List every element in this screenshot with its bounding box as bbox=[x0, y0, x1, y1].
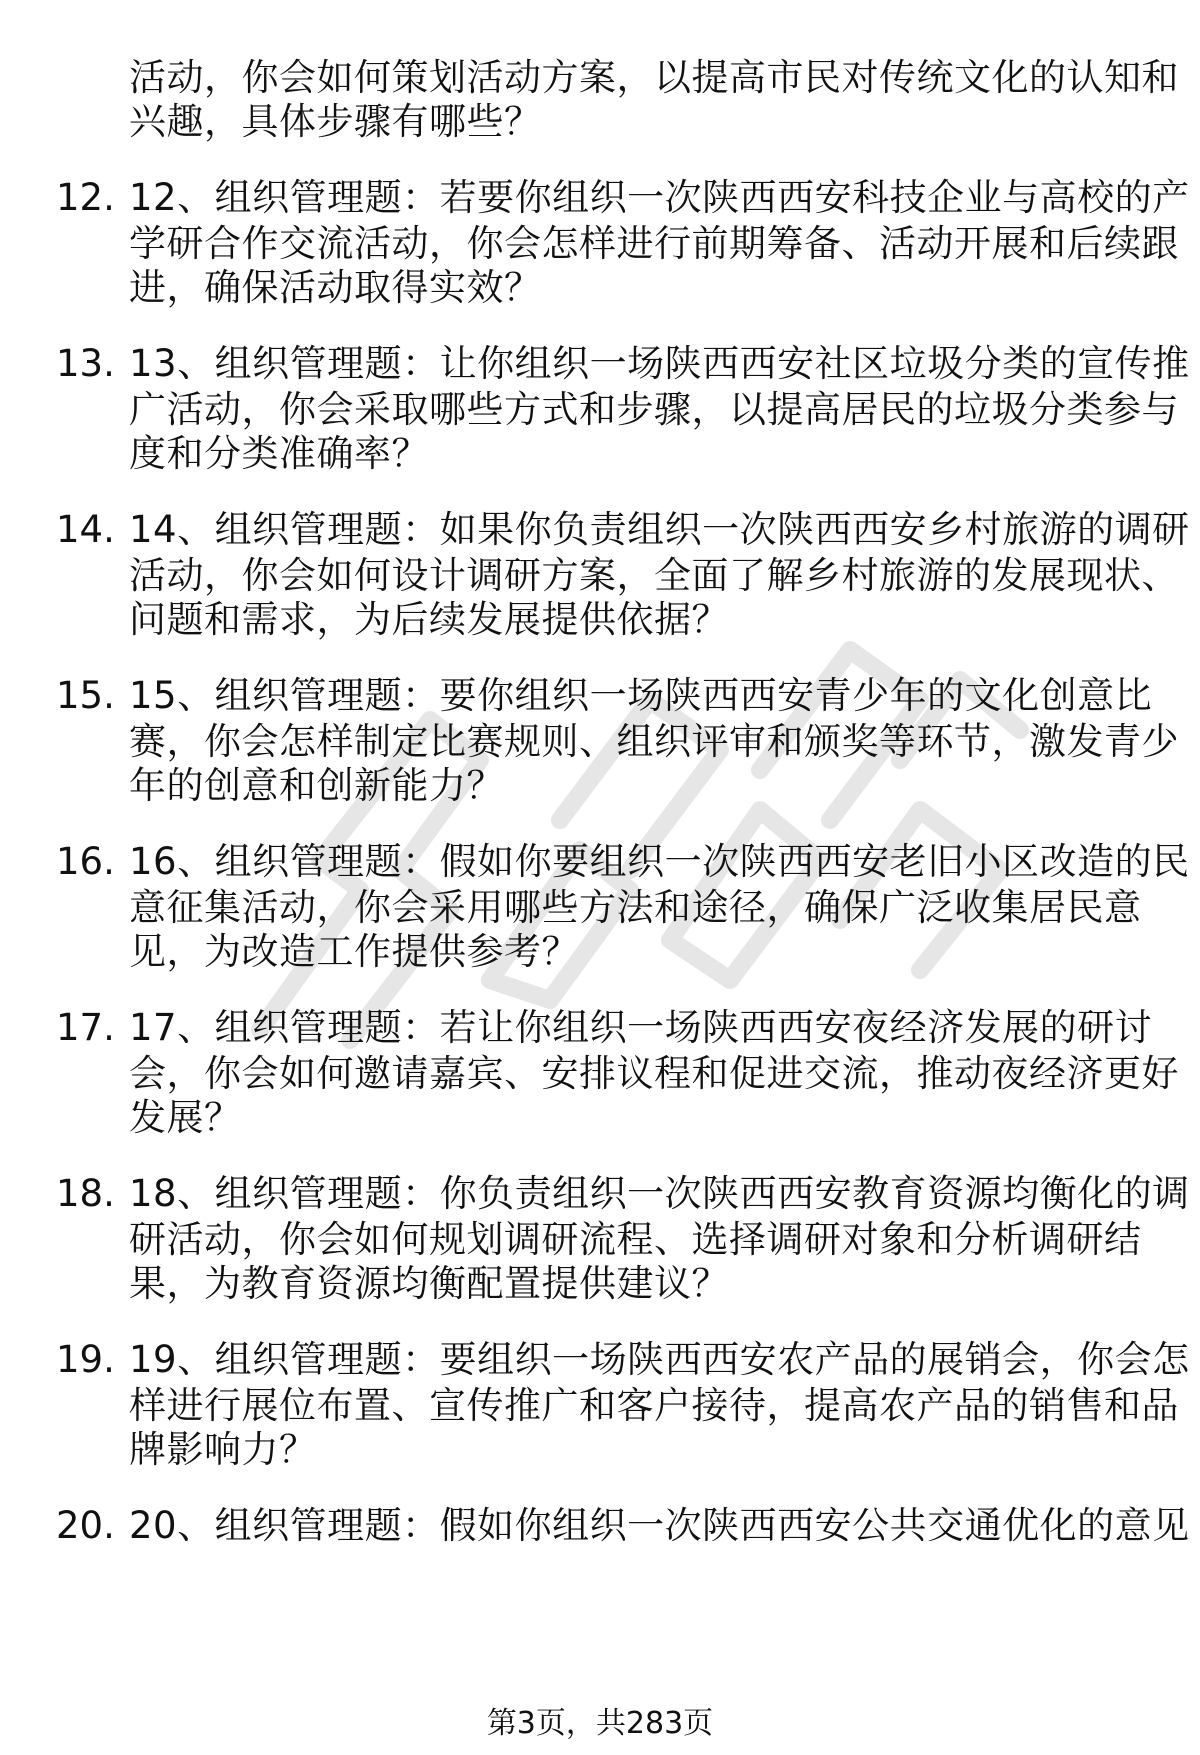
question-line: 15、组织管理题：要你组织一场陕西西安青少年的文化创意比 bbox=[129, 674, 1153, 717]
question-number: 18. bbox=[56, 1172, 115, 1215]
question-number: 19. bbox=[56, 1338, 115, 1381]
question-line: 14、组织管理题：如果你负责组织一次陕西西安乡村旅游的调研 bbox=[129, 508, 1190, 551]
question-line: 16、组织管理题：假如你要组织一次陕西西安老旧小区改造的民 bbox=[129, 840, 1190, 883]
question-line: 赛，你会怎样制定比赛规则、组织评审和颁奖等环节，激发青少 bbox=[129, 720, 1179, 763]
question-line: 学研合作交流活动，你会怎样进行前期筹备、活动开展和后续跟 bbox=[129, 222, 1179, 265]
intro-line: 活动，你会如何策划活动方案，以提高市民对传统文化的认知和 bbox=[129, 56, 1179, 99]
question-line: 发展？ bbox=[129, 1096, 242, 1139]
question-line: 活动，你会如何设计调研方案，全面了解乡村旅游的发展现状、 bbox=[129, 554, 1179, 597]
question-line: 样进行展位布置、宣传推广和客户接待，提高农产品的销售和品 bbox=[129, 1384, 1179, 1427]
question-line: 研活动，你会如何规划调研流程、选择调研对象和分析调研结 bbox=[129, 1218, 1142, 1261]
question-line: 19、组织管理题：要组织一场陕西西安农产品的展销会，你会怎 bbox=[129, 1338, 1190, 1381]
question-line: 果，为教育资源均衡配置提供建议？ bbox=[129, 1262, 729, 1305]
question-number: 12. bbox=[56, 176, 115, 219]
question-number: 14. bbox=[56, 508, 115, 551]
question-line: 度和分类准确率？ bbox=[129, 432, 429, 475]
question-line: 13、组织管理题：让你组织一场陕西西安社区垃圾分类的宣传推 bbox=[129, 342, 1190, 385]
question-line: 年的创意和创新能力？ bbox=[129, 764, 504, 807]
question-line: 20、组织管理题：假如你组织一次陕西西安公共交通优化的意见 bbox=[129, 1504, 1190, 1547]
question-number: 16. bbox=[56, 840, 115, 883]
question-line: 12、组织管理题：若要你组织一次陕西西安科技企业与高校的产 bbox=[129, 176, 1190, 219]
question-number: 20. bbox=[56, 1504, 115, 1547]
question-line: 问题和需求，为后续发展提供依据？ bbox=[129, 598, 729, 641]
question-number: 13. bbox=[56, 342, 115, 385]
question-line: 见，为改造工作提供参考？ bbox=[129, 930, 579, 973]
question-line: 进，确保活动取得实效？ bbox=[129, 266, 542, 309]
question-line: 18、组织管理题：你负责组织一次陕西西安教育资源均衡化的调 bbox=[129, 1172, 1190, 1215]
question-number: 15. bbox=[56, 674, 115, 717]
page-number-footer: 第3页，共283页 bbox=[486, 1706, 714, 1741]
question-line: 17、组织管理题：若让你组织一场陕西西安夜经济发展的研讨 bbox=[129, 1006, 1153, 1049]
question-line: 牌影响力？ bbox=[129, 1428, 317, 1471]
intro-line: 兴趣，具体步骤有哪些？ bbox=[129, 100, 542, 143]
question-line: 意征集活动，你会采用哪些方法和途径，确保广泛收集居民意 bbox=[129, 886, 1142, 929]
question-number: 17. bbox=[56, 1006, 115, 1049]
question-line: 广活动，你会采取哪些方式和步骤，以提高居民的垃圾分类参与 bbox=[129, 388, 1179, 431]
question-line: 会，你会如何邀请嘉宾、安排议程和促进交流，推动夜经济更好 bbox=[129, 1052, 1179, 1095]
